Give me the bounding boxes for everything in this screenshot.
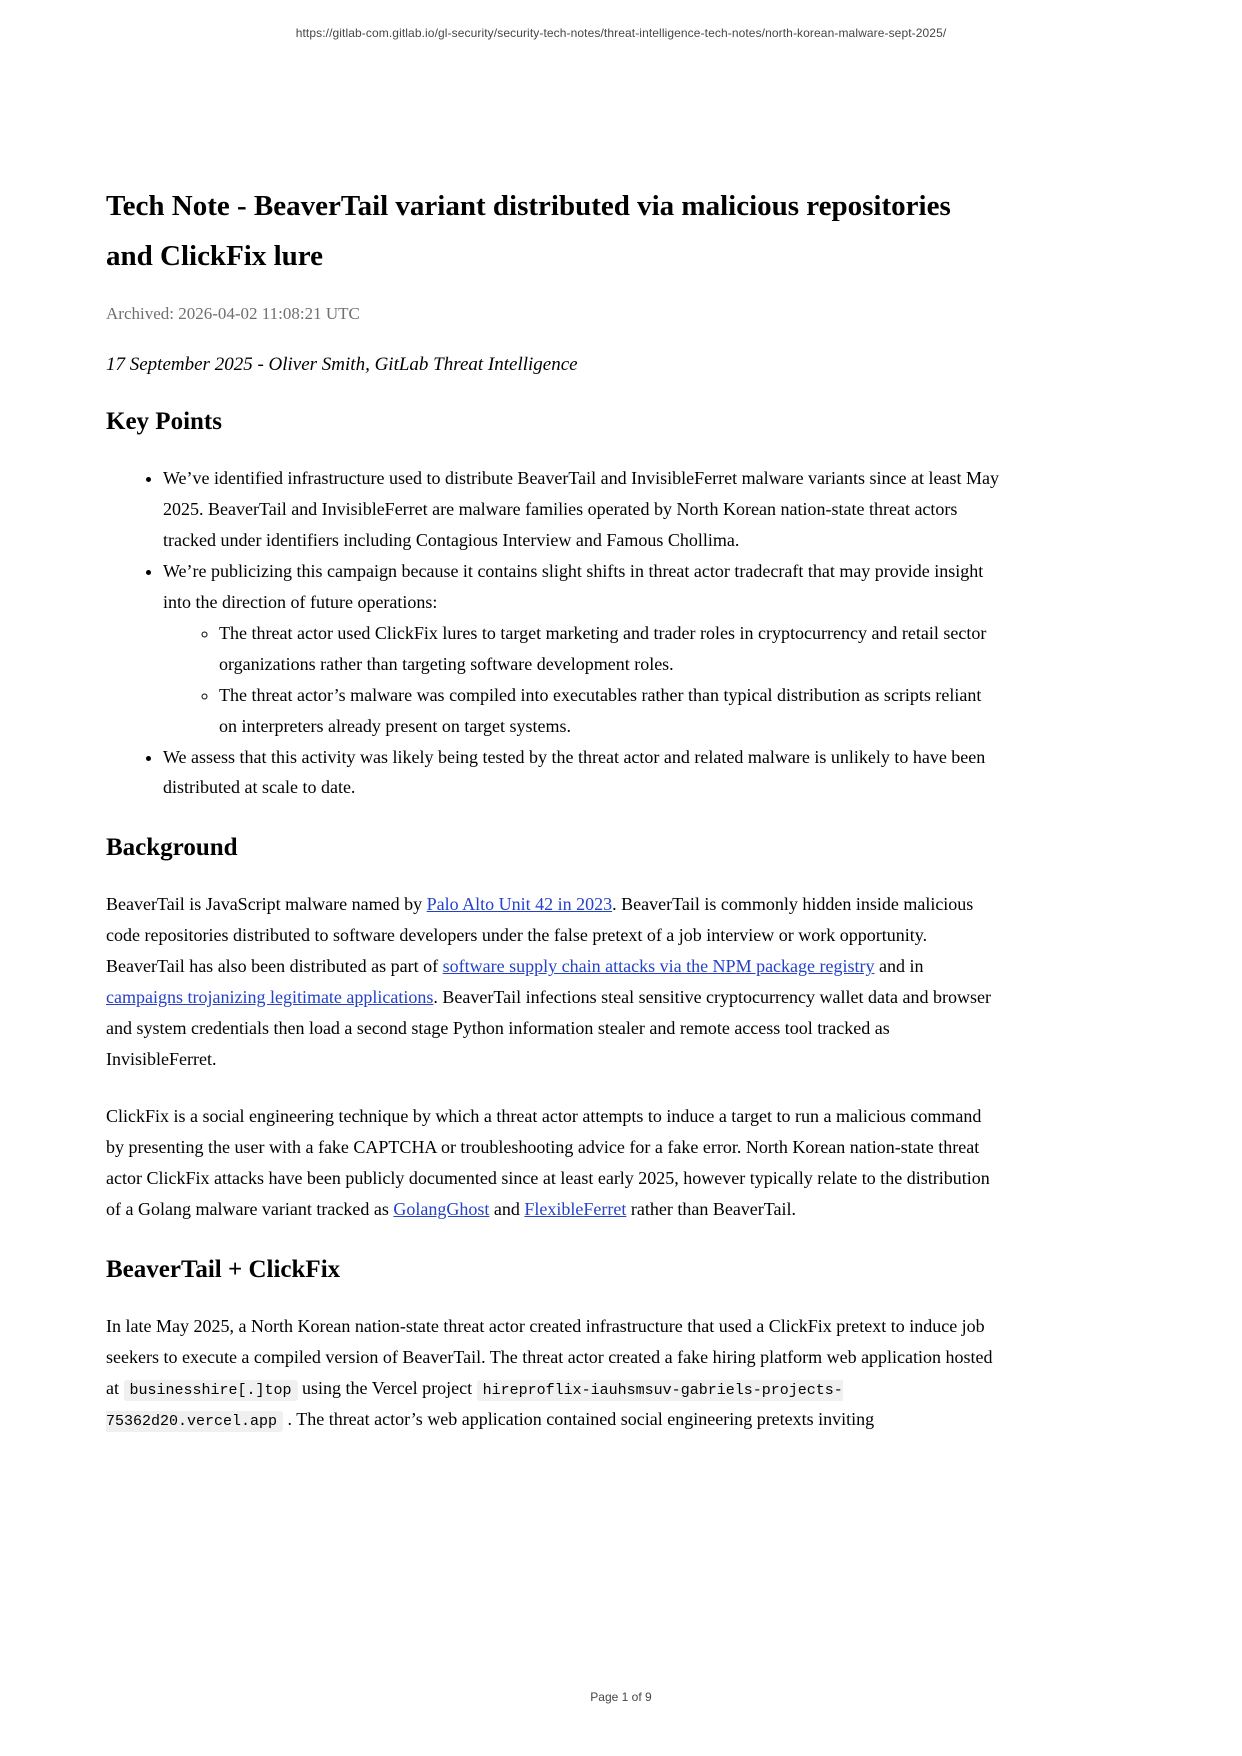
text-segment: ClickFix is a social engineering technique by which a threat actor attempts to induce a target to run a malicious command by presenting the user with a fake CAPTCHA or troubleshooting advice for a fake error. North Korean nation-state threat actor ClickFix attacks have been publicly documented since at least early 2025, however typically relate to the distribution of a Golang malware variant tracked as <box>106 1106 990 1219</box>
sub-list-item-text: The threat actor’s malware was compiled into executables rather than typical distribution as scripts reliant on interpreters already present on target systems. <box>219 684 982 736</box>
article-content <box>106 182 1002 1435</box>
inline-link-npm-supply-chain[interactable]: software supply chain attacks via the NPM package registry <box>442 956 875 977</box>
section-heading-background: Background <box>106 834 238 862</box>
text-segment: . BeaverTail infections steal sensitive cryptocurrency wallet data and browser and system credentials then load a second stage Python information stealer and remote access tool tracked as InvisibleFerret. <box>106 987 991 1070</box>
text-segment: . BeaverTail is commonly hidden inside malicious code repositories distributed to software developers under the false pretext of a job interview or work opportunity. BeaverTail has also been distributed as part of <box>106 894 974 977</box>
beavertail-clickfix-paragraph-1 <box>106 1311 1002 1435</box>
key-points-list <box>106 463 1002 803</box>
byline: 17 September 2025 - Oliver Smith, GitLab Threat Intelligence <box>106 354 578 376</box>
list-item <box>163 556 1002 742</box>
list-item <box>163 463 1002 556</box>
text-segment: and in <box>874 956 924 977</box>
text-segment: BeaverTail is JavaScript malware named by <box>106 894 427 915</box>
inline-code-vercel-project: hireproflix-iauhsmsuv-gabriels-projects-75362d20.vercel.app <box>106 1381 843 1430</box>
text-segment: and <box>489 1199 525 1219</box>
inline-link-trojanized-applications[interactable]: campaigns trojanizing legitimate applications <box>106 987 434 1008</box>
inline-link-flexibleferret[interactable]: FlexibleFerret <box>524 1199 627 1219</box>
list-item <box>163 742 1002 804</box>
text-segment: rather than BeaverTail. <box>626 1199 797 1219</box>
sub-list-item-text: The threat actor used ClickFix lures to target marketing and trader roles in cryptocurrency and retail sector organizations rather than targeting software development roles. <box>219 622 987 674</box>
list-item-text: We assess that this activity was likely being tested by the threat actor and related malware is unlikely to have been distributed at scale to date. <box>163 746 986 798</box>
section-heading-beavertail-clickfix: BeaverTail + ClickFix <box>106 1255 341 1283</box>
page-footer: Page 1 of 9 <box>590 1690 652 1704</box>
text-segment: using the Vercel project <box>297 1377 477 1398</box>
archived-timestamp: Archived: 2026-04-02 11:08:21 UTC <box>106 303 360 323</box>
background-paragraph-1 <box>106 889 1002 1075</box>
inline-link-palo-alto-unit42[interactable]: Palo Alto Unit 42 in 2023 <box>426 894 613 915</box>
page-header-url: https://gitlab-com.gitlab.io/gl-security/security-tech-notes/threat-intelligence-tech-notes/north-korean-malware-sept-2025/ <box>295 26 947 40</box>
text-segment: In late May 2025, a North Korean nation-state threat actor created infrastructure that used a ClickFix pretext to induce job seekers to execute a compiled version of BeaverTail. The threat actor created a fake hiring platform web application hosted at <box>106 1315 993 1398</box>
text-segment: . The threat actor’s web application contained social engineering pretexts inviting <box>283 1408 875 1429</box>
key-points-sublist <box>163 618 1002 742</box>
inline-code-businesshire-domain: businesshire[.]top <box>124 1380 298 1401</box>
sub-list-item <box>219 680 1002 742</box>
inline-link-golangghost[interactable]: GolangGhost <box>393 1199 490 1219</box>
list-item-text: We’re publicizing this campaign because it contains slight shifts in threat actor tradecraft that may provide insight into the direction of future operations: <box>163 560 984 612</box>
list-item-text: We’ve identified infrastructure used to distribute BeaverTail and InvisibleFerret malware variants since at least May 2025. BeaverTail and InvisibleFerret are malware families operated by North Korean nation-state threat actors tracked under identifiers including Contagious Interview and Famous Chollima. <box>163 467 999 550</box>
background-paragraph-2 <box>106 1101 1002 1225</box>
page-title: Tech Note - BeaverTail variant distributed via malicious repositories and ClickFix lure <box>106 190 951 272</box>
sub-list-item <box>219 618 1002 680</box>
section-heading-key-points: Key Points <box>106 407 222 435</box>
